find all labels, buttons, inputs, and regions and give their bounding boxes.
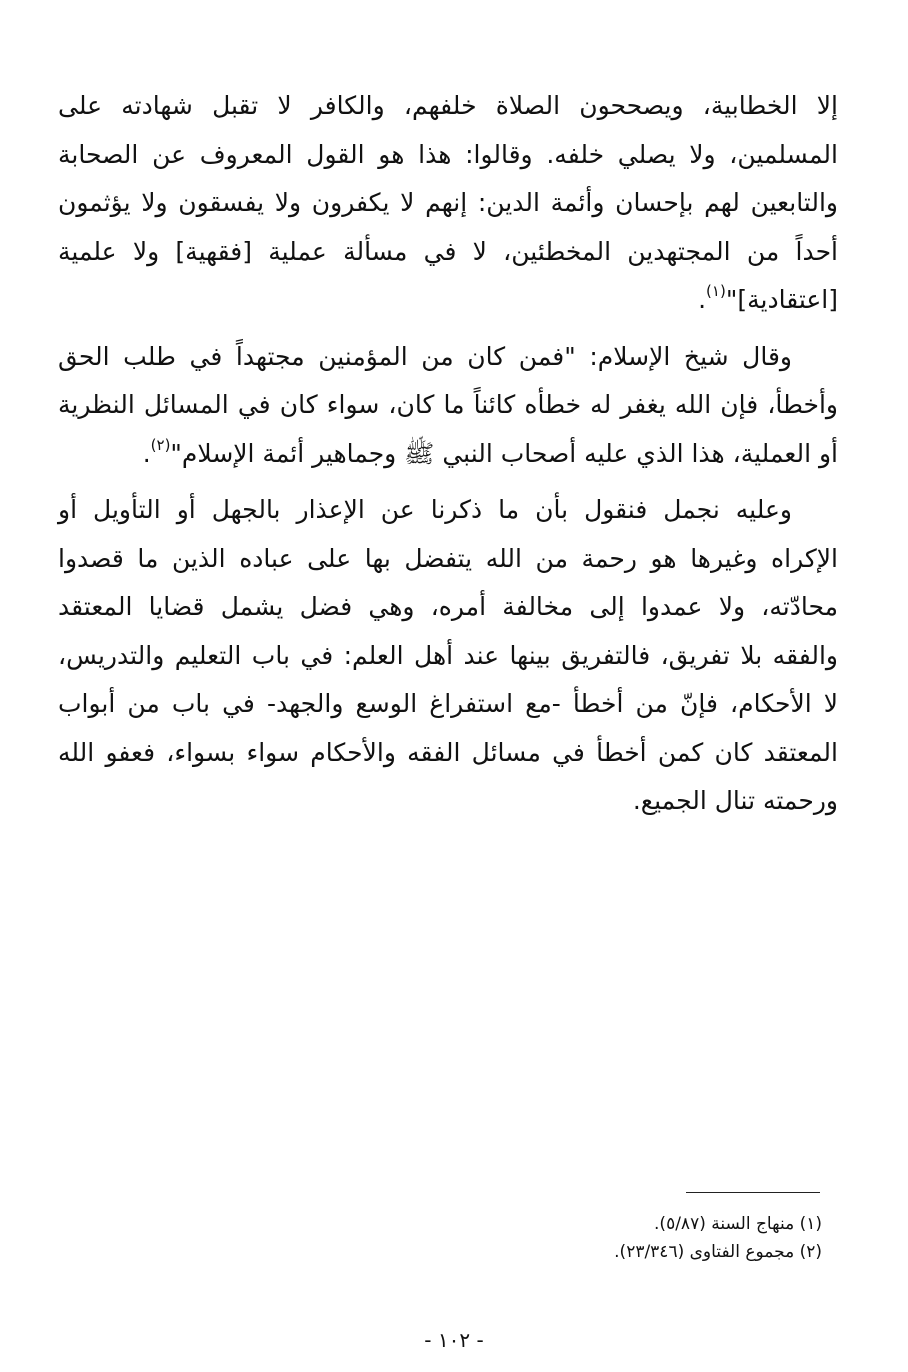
text-line: والتابعين لهم بإحسان وأئمة الدين: إنهم لا يكفرون ولا يفسقون ولا يؤثمون	[58, 188, 838, 217]
paragraph-3	[58, 486, 838, 826]
text-line: [اعتقادية]"	[725, 285, 838, 314]
text-line: المسلمين، ولا يصلي خلفه. وقالوا: هذا هو القول المعروف عن الصحابة	[58, 139, 838, 169]
text-line-indented	[58, 486, 838, 535]
text-line: إلا الخطابية، ويصححون الصلاة خلفهم، والكافر لا تقبل شهادته على	[58, 91, 838, 120]
text-line-indented	[58, 333, 838, 382]
text-line: وأخطأ، فإن الله يغفر له خطأه كائناً ما كان، سواء كان في المسائل النظرية	[58, 390, 838, 419]
paragraph-2	[58, 333, 838, 479]
paragraph-1	[58, 82, 838, 325]
text-line: لا الأحكام، فإنّ من أخطأ -مع استفراغ الوسع والجهد- في باب من أبواب	[58, 689, 838, 718]
footnote-reference: (١)	[706, 282, 726, 300]
text-line: وعليه نجمل فنقول بأن ما ذكرنا عن الإعذار بالجهل أو التأويل أو	[58, 495, 792, 524]
text-line: ورحمته تنال الجميع.	[632, 786, 838, 815]
text-line: وقال شيخ الإسلام: "فمن كان من المؤمنين مجتهداً في طلب الحق	[58, 341, 792, 371]
text-line: المعتقد كان كمن أخطأ في مسائل الفقه والأحكام سواء بسواء، فعفو الله	[58, 737, 838, 767]
text-line: أو العملية، هذا الذي عليه أصحاب النبي ﷺ وجماهير أئمة الإسلام"	[170, 438, 838, 468]
text-line: الإكراه وغيرها هو رحمة من الله يتفضل بها على عباده الذين ما قصدوا	[58, 543, 838, 573]
footnotes	[430, 1210, 822, 1266]
sentence-end: .	[142, 438, 151, 468]
body-text	[58, 82, 838, 834]
text-line: أحداً من المجتهدين المخطئين، لا في مسألة عملية [فقهية] ولا علمية	[58, 236, 838, 266]
text-line-last	[58, 276, 838, 325]
text-line-last	[58, 430, 838, 479]
text-line: والفقه بلا تفريق، فالتفريق بينها عند أهل العلم: في باب التعليم والتدريس،	[58, 640, 838, 670]
page-number: - ١٠٢ -	[424, 1328, 484, 1352]
footnote-1: (١) منهاج السنة (٥/٨٧).	[654, 1214, 822, 1234]
footnote-2: (٢) مجموع الفتاوى (٢٣/٣٤٦).	[614, 1242, 822, 1262]
footnote-divider	[686, 1192, 820, 1193]
sentence-end: .	[698, 285, 707, 314]
text-line: محادّته، ولا عمدوا إلى مخالفة أمره، وهي فضل يشمل قضايا المعتقد	[58, 592, 838, 621]
footnote-reference: (٢)	[150, 435, 171, 454]
